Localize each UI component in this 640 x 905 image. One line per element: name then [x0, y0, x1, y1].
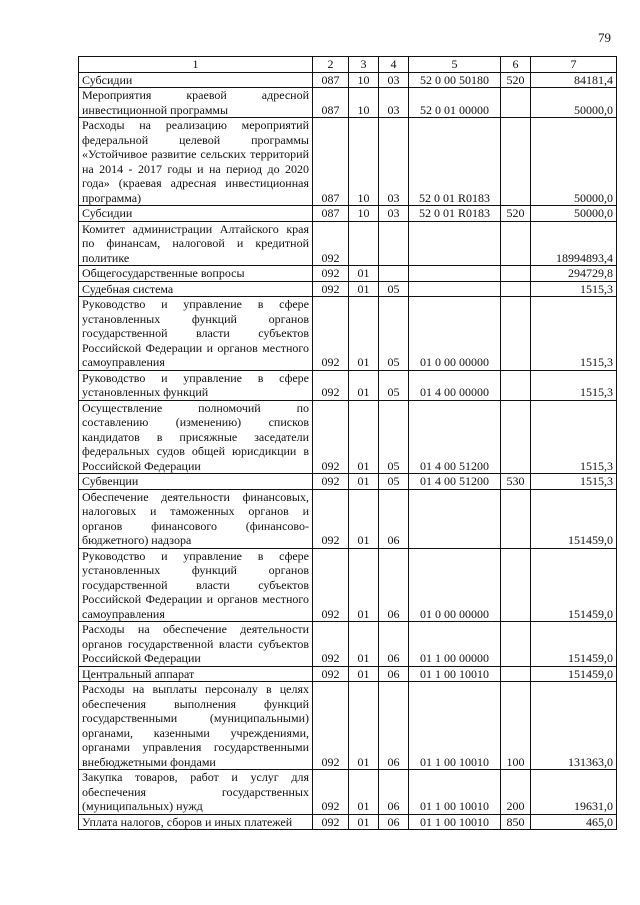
row-amount: 131363,0 — [531, 682, 617, 770]
row-section: 01 — [349, 814, 379, 830]
row-amount: 1515,3 — [531, 370, 617, 400]
row-description: Уплата налогов, сборов и иных платежей — [79, 814, 313, 830]
row-section: 01 — [349, 266, 379, 282]
row-description: Общегосударственные вопросы — [79, 266, 313, 282]
row-amount: 151459,0 — [531, 489, 617, 548]
row-target-article: 01 4 00 51200 — [409, 400, 501, 474]
row-ministry-code: 087 — [313, 72, 349, 88]
row-target-article: 01 1 00 10010 — [409, 770, 501, 815]
row-subsection: 06 — [379, 622, 409, 667]
row-expense-type — [501, 118, 531, 206]
row-subsection: 06 — [379, 666, 409, 682]
row-amount: 18994893,4 — [531, 221, 617, 266]
row-description: Руководство и управление в сфере установленных функций органов государственной власти субъектов Российской Федерации и органов местного самоуправления — [79, 297, 313, 371]
row-description: Центральный аппарат — [79, 666, 313, 682]
row-expense-type — [501, 548, 531, 622]
table-row — [79, 814, 617, 830]
row-amount: 151459,0 — [531, 548, 617, 622]
row-ministry-code: 092 — [313, 297, 349, 371]
row-subsection: 06 — [379, 682, 409, 770]
table-row — [79, 72, 617, 88]
row-ministry-code: 092 — [313, 682, 349, 770]
row-target-article — [409, 266, 501, 282]
row-amount: 50000,0 — [531, 206, 617, 222]
header-cell: 2 — [313, 57, 349, 73]
row-amount: 1515,3 — [531, 297, 617, 371]
row-subsection: 05 — [379, 281, 409, 297]
row-description: Расходы на обеспечение деятельности органов государственной власти субъектов Российской Федерации — [79, 622, 313, 667]
row-subsection: 06 — [379, 489, 409, 548]
table-row — [79, 297, 617, 371]
header-cell: 3 — [349, 57, 379, 73]
row-ministry-code: 092 — [313, 400, 349, 474]
header-cell: 4 — [379, 57, 409, 73]
row-expense-type — [501, 266, 531, 282]
row-expense-type — [501, 400, 531, 474]
row-section: 01 — [349, 400, 379, 474]
row-amount: 294729,8 — [531, 266, 617, 282]
row-description: Субвенции — [79, 474, 313, 490]
row-subsection: 03 — [379, 118, 409, 206]
row-subsection — [379, 266, 409, 282]
row-amount: 465,0 — [531, 814, 617, 830]
row-section: 01 — [349, 622, 379, 667]
table-row — [79, 400, 617, 474]
table-row — [79, 266, 617, 282]
row-section: 01 — [349, 682, 379, 770]
table-row — [79, 548, 617, 622]
row-target-article: 52 0 01 R0183 — [409, 118, 501, 206]
table-row — [79, 622, 617, 667]
row-target-article: 01 0 00 00000 — [409, 297, 501, 371]
row-section: 01 — [349, 770, 379, 815]
row-amount: 151459,0 — [531, 666, 617, 682]
row-ministry-code: 092 — [313, 548, 349, 622]
header-cell: 7 — [531, 57, 617, 73]
row-expense-type — [501, 297, 531, 371]
table-row — [79, 281, 617, 297]
row-expense-type: 850 — [501, 814, 531, 830]
row-amount: 19631,0 — [531, 770, 617, 815]
row-ministry-code: 092 — [313, 666, 349, 682]
row-description: Расходы на реализацию мероприятий федеральной целевой программы «Устойчивое развитие сельских территорий на 2014 - 2017 годы и на период до 2020 года» (краевая адресная инвестиционная программа) — [79, 118, 313, 206]
table-row — [79, 489, 617, 548]
row-subsection: 06 — [379, 814, 409, 830]
row-amount: 50000,0 — [531, 118, 617, 206]
row-ministry-code: 087 — [313, 88, 349, 118]
row-expense-type: 520 — [501, 72, 531, 88]
row-expense-type — [501, 370, 531, 400]
row-ministry-code: 092 — [313, 474, 349, 490]
row-description: Субсидии — [79, 206, 313, 222]
row-expense-type: 530 — [501, 474, 531, 490]
row-expense-type — [501, 489, 531, 548]
row-target-article — [409, 221, 501, 266]
table-row — [79, 770, 617, 815]
row-ministry-code: 092 — [313, 489, 349, 548]
row-section: 01 — [349, 666, 379, 682]
page-number: 79 — [598, 30, 611, 45]
row-section: 01 — [349, 281, 379, 297]
row-description: Руководство и управление в сфере установленных функций — [79, 370, 313, 400]
row-expense-type — [501, 88, 531, 118]
row-section: 01 — [349, 297, 379, 371]
budget-table — [78, 56, 617, 830]
row-amount: 1515,3 — [531, 281, 617, 297]
table-row — [79, 666, 617, 682]
row-expense-type: 100 — [501, 682, 531, 770]
row-description: Осуществление полномочий по составлению (изменению) списков кандидатов в присяжные заседатели федеральных судов общей юрисдикции в Российской Федерации — [79, 400, 313, 474]
row-target-article: 52 0 01 R0183 — [409, 206, 501, 222]
row-ministry-code: 087 — [313, 206, 349, 222]
row-expense-type — [501, 281, 531, 297]
row-target-article: 01 4 00 51200 — [409, 474, 501, 490]
row-target-article: 01 1 00 10010 — [409, 666, 501, 682]
row-description: Руководство и управление в сфере установленных функций органов государственной власти субъектов Российской Федерации и органов местного самоуправления — [79, 548, 313, 622]
row-description: Закупка товаров, работ и услуг для обеспечения государственных (муниципальных) нужд — [79, 770, 313, 815]
table-row — [79, 88, 617, 118]
table-row — [79, 370, 617, 400]
row-ministry-code: 092 — [313, 370, 349, 400]
row-description: Расходы на выплаты персоналу в целях обеспечения выполнения функций государственными (муниципальными) органами, казенными учреждениями, органами управления государственными внебюджетными фондами — [79, 682, 313, 770]
row-subsection: 03 — [379, 88, 409, 118]
table-header-row — [79, 57, 617, 73]
row-section: 10 — [349, 118, 379, 206]
row-subsection: 05 — [379, 474, 409, 490]
row-ministry-code: 092 — [313, 814, 349, 830]
row-target-article — [409, 281, 501, 297]
row-description: Обеспечение деятельности финансовых, налоговых и таможенных органов и органов финансового (финансово-бюджетного) надзора — [79, 489, 313, 548]
table-row — [79, 682, 617, 770]
row-expense-type — [501, 622, 531, 667]
row-amount: 151459,0 — [531, 622, 617, 667]
row-section: 01 — [349, 370, 379, 400]
row-target-article: 52 0 00 50180 — [409, 72, 501, 88]
row-section: 01 — [349, 548, 379, 622]
row-expense-type: 520 — [501, 206, 531, 222]
table-row — [79, 206, 617, 222]
row-target-article — [409, 489, 501, 548]
row-target-article: 01 1 00 10010 — [409, 814, 501, 830]
row-expense-type: 200 — [501, 770, 531, 815]
table-body — [79, 57, 617, 830]
table-row — [79, 221, 617, 266]
row-subsection — [379, 221, 409, 266]
header-cell: 5 — [409, 57, 501, 73]
header-cell: 6 — [501, 57, 531, 73]
row-target-article: 01 1 00 10010 — [409, 682, 501, 770]
header-cell: 1 — [79, 57, 313, 73]
row-target-article: 01 4 00 00000 — [409, 370, 501, 400]
row-section: 10 — [349, 72, 379, 88]
row-ministry-code: 092 — [313, 281, 349, 297]
row-section: 10 — [349, 88, 379, 118]
row-amount: 1515,3 — [531, 400, 617, 474]
row-subsection: 06 — [379, 548, 409, 622]
row-ministry-code: 087 — [313, 118, 349, 206]
row-section: 01 — [349, 489, 379, 548]
row-amount: 50000,0 — [531, 88, 617, 118]
table-row — [79, 118, 617, 206]
row-subsection: 03 — [379, 206, 409, 222]
row-expense-type — [501, 221, 531, 266]
row-description: Субсидии — [79, 72, 313, 88]
row-subsection: 05 — [379, 400, 409, 474]
row-subsection: 03 — [379, 72, 409, 88]
row-target-article: 01 1 00 00000 — [409, 622, 501, 667]
row-target-article: 52 0 01 00000 — [409, 88, 501, 118]
row-ministry-code: 092 — [313, 221, 349, 266]
row-ministry-code: 092 — [313, 266, 349, 282]
row-subsection: 06 — [379, 770, 409, 815]
row-ministry-code: 092 — [313, 622, 349, 667]
row-ministry-code: 092 — [313, 770, 349, 815]
row-amount: 1515,3 — [531, 474, 617, 490]
row-section — [349, 221, 379, 266]
row-amount: 84181,4 — [531, 72, 617, 88]
row-expense-type — [501, 666, 531, 682]
row-subsection: 05 — [379, 297, 409, 371]
row-description: Судебная система — [79, 281, 313, 297]
table-row — [79, 474, 617, 490]
row-subsection: 05 — [379, 370, 409, 400]
row-description: Мероприятия краевой адресной инвестиционной программы — [79, 88, 313, 118]
row-target-article: 01 0 00 00000 — [409, 548, 501, 622]
row-description: Комитет администрации Алтайского края по финансам, налоговой и кредитной политике — [79, 221, 313, 266]
row-section: 10 — [349, 206, 379, 222]
row-section: 01 — [349, 474, 379, 490]
